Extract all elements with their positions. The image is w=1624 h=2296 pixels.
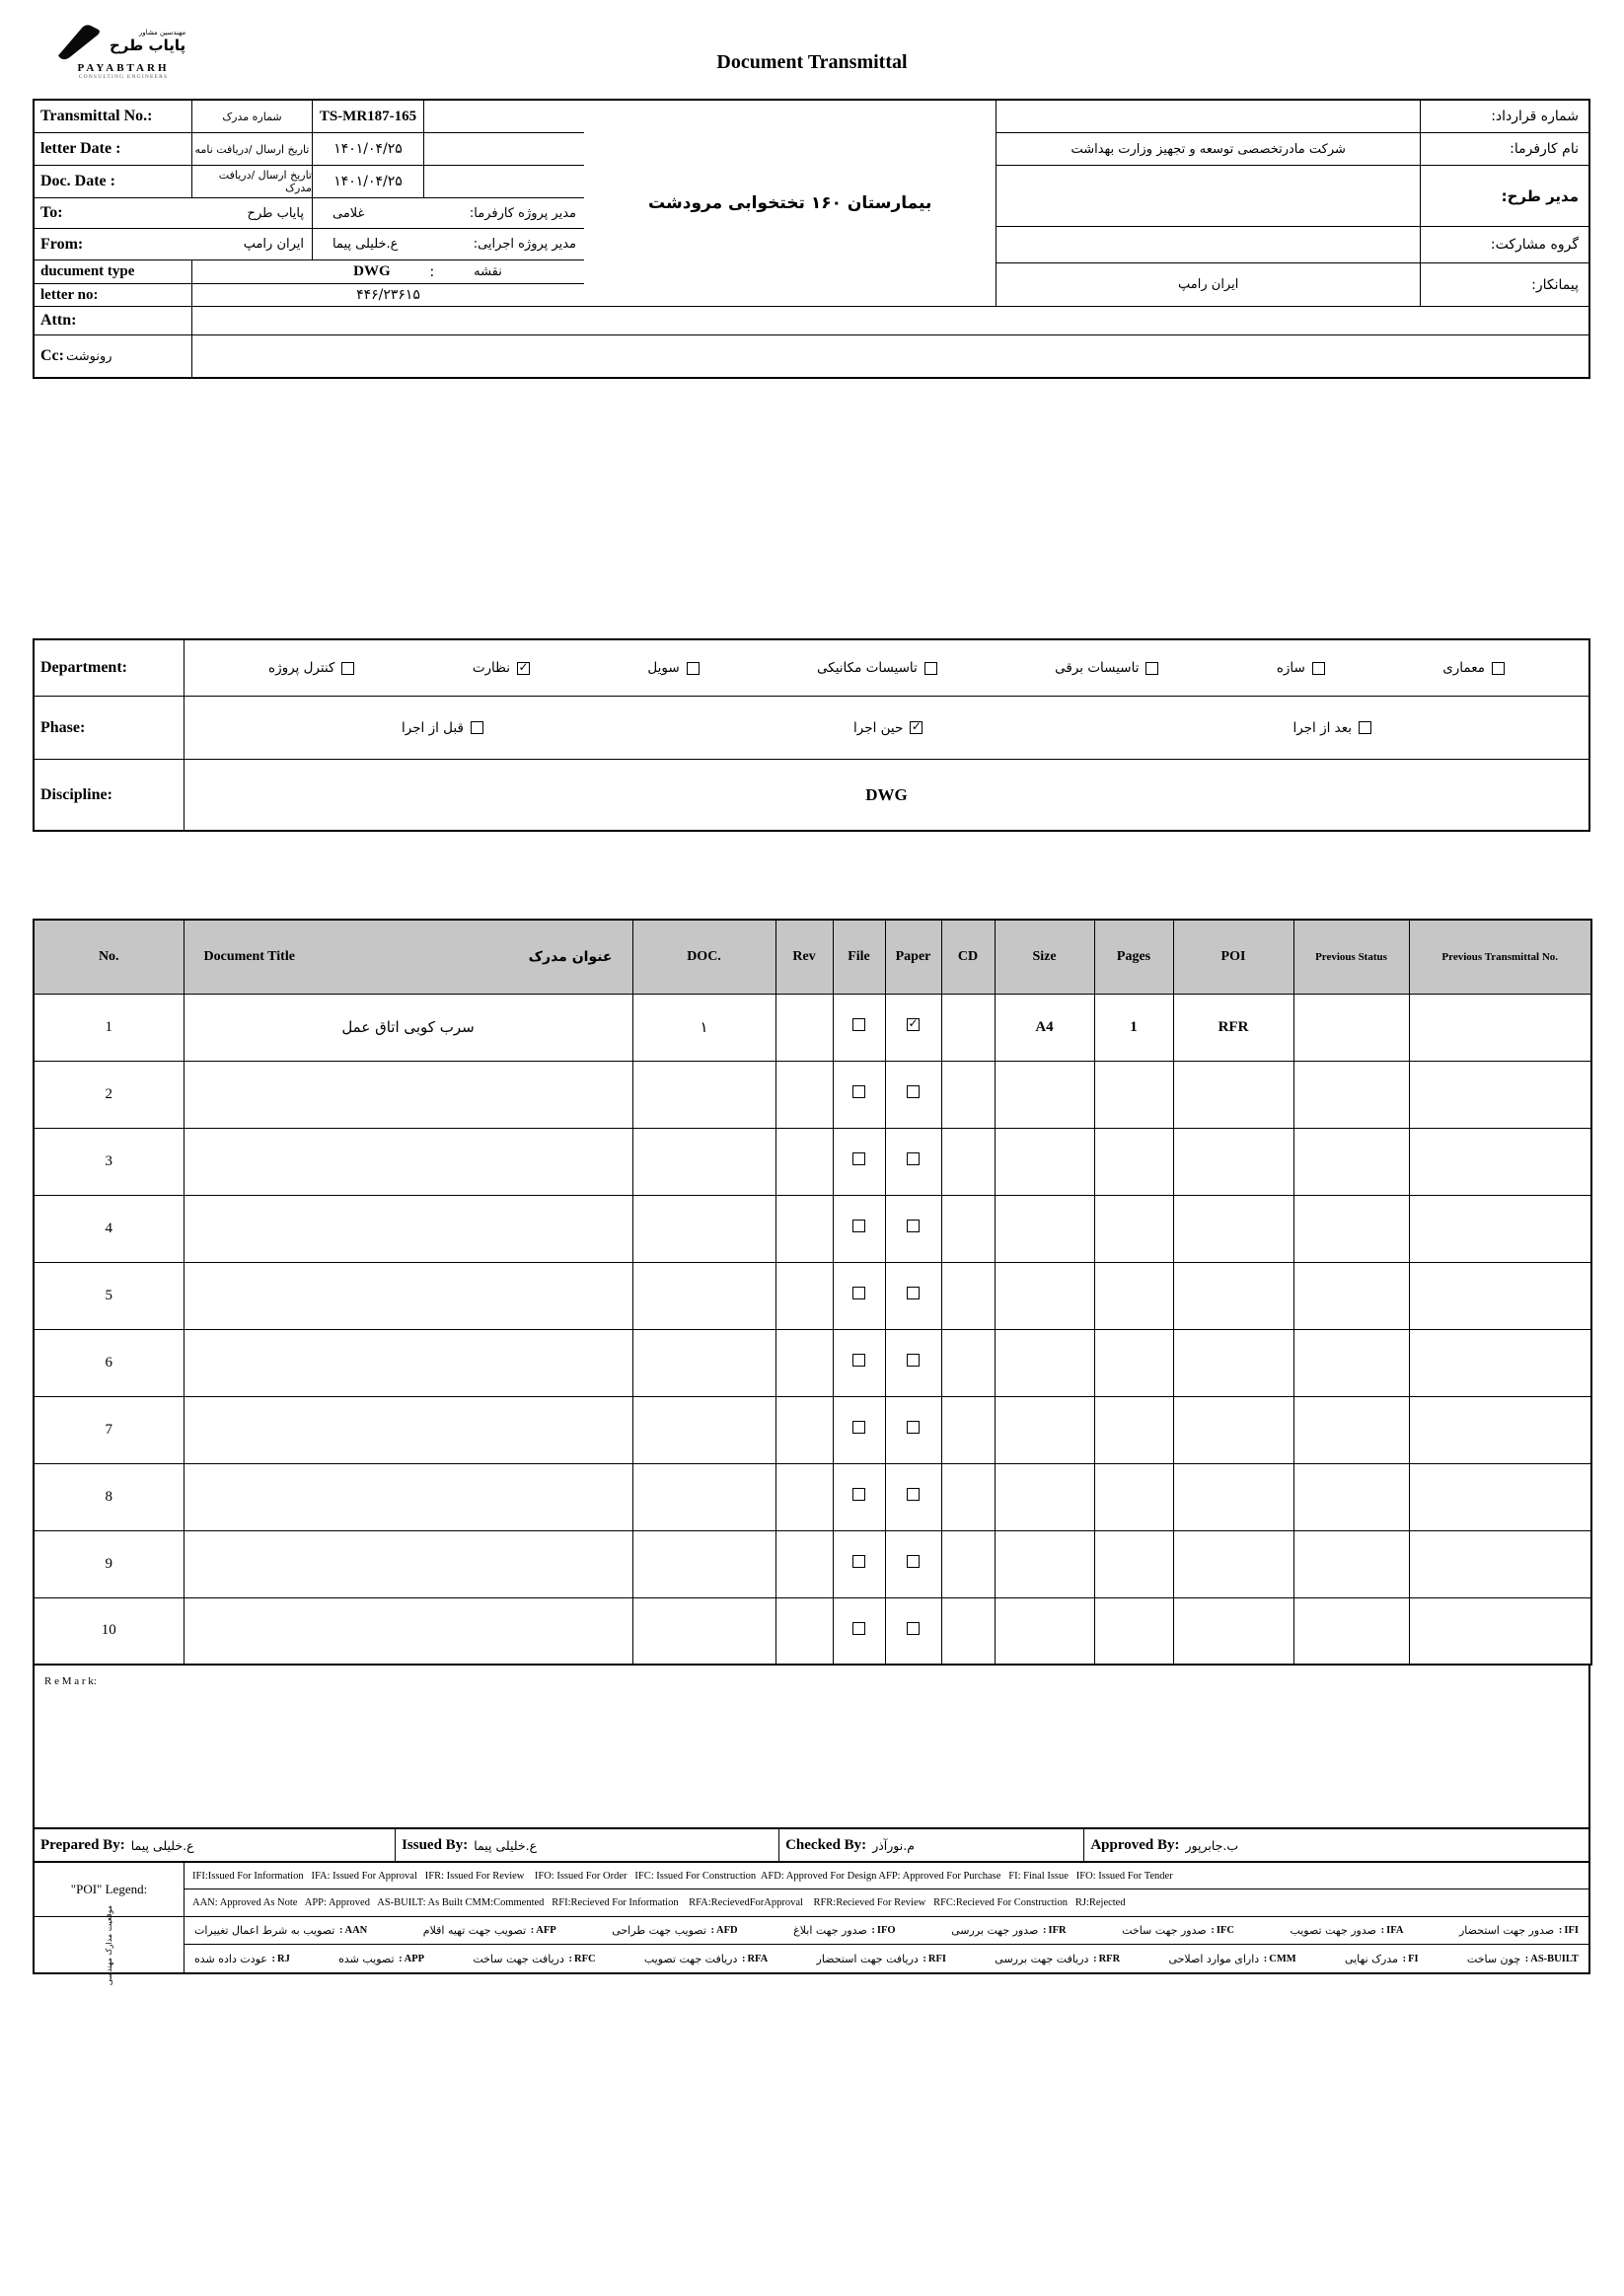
file-cell (833, 1396, 885, 1463)
poi-cell (1173, 1128, 1293, 1195)
previous-transmittal-cell (1409, 1195, 1591, 1262)
row-number: 7 (34, 1396, 184, 1463)
department-option (268, 660, 354, 676)
file-checkbox[interactable] (852, 1555, 865, 1568)
file-checkbox[interactable] (852, 1622, 865, 1635)
paper-checkbox[interactable] (907, 1421, 920, 1434)
file-checkbox[interactable] (852, 1421, 865, 1434)
row-number: 4 (34, 1195, 184, 1262)
size-cell (995, 1597, 1094, 1665)
file-cell (833, 1597, 885, 1665)
pages-cell (1094, 1329, 1173, 1396)
legend-item: دریافت جهت استحضار : RFI (816, 1952, 947, 1965)
previous-status-cell (1293, 1195, 1409, 1262)
col-header-title-en: Document Title (203, 948, 295, 964)
cd-cell (941, 1195, 995, 1262)
col-header-file: File (833, 920, 885, 994)
previous-transmittal-cell (1409, 1128, 1591, 1195)
file-cell (833, 1128, 885, 1195)
signature-cell (35, 1829, 396, 1861)
logo-subtitle: CONSULTING ENGINEERS (78, 74, 169, 80)
paper-cell (885, 1530, 941, 1597)
phase-checkbox[interactable] (1359, 721, 1371, 734)
rev-cell (775, 994, 833, 1061)
department-checkbox[interactable] (1492, 662, 1505, 675)
table-row (34, 1597, 1591, 1665)
poi-cell: RFR (1173, 994, 1293, 1061)
document-type-value-en: DWG (353, 263, 391, 279)
pages-cell (1094, 1530, 1173, 1597)
row-number: 10 (34, 1597, 184, 1665)
signature-label: Approved By: (1090, 1836, 1180, 1853)
rev-cell (775, 1061, 833, 1128)
paper-cell (885, 1061, 941, 1128)
paper-checkbox[interactable] (907, 1085, 920, 1098)
paper-cell (885, 1597, 941, 1665)
paper-cell (885, 1195, 941, 1262)
poi-cell (1173, 1061, 1293, 1128)
row-number: 2 (34, 1061, 184, 1128)
contractor-label: پیمانکار: (1531, 276, 1579, 293)
department-option (817, 660, 937, 676)
cd-cell (941, 1061, 995, 1128)
paper-checkbox[interactable] (907, 1287, 920, 1299)
department-option-label: تاسیسات برقی (1055, 660, 1140, 676)
file-cell (833, 1463, 885, 1530)
legend-item: تصویب به شرط اعمال تغییرات : AAN (194, 1924, 368, 1937)
poi-cell (1173, 1329, 1293, 1396)
department-option (647, 660, 699, 676)
file-checkbox[interactable] (852, 1018, 865, 1031)
phase-checkbox[interactable] (910, 721, 923, 734)
file-checkbox[interactable] (852, 1085, 865, 1098)
department-checkbox[interactable] (687, 662, 700, 675)
col-header-cd: CD (941, 920, 995, 994)
size-cell (995, 1329, 1094, 1396)
paper-checkbox[interactable] (907, 1152, 920, 1165)
size-cell: A4 (995, 994, 1094, 1061)
logo-brand-fa: پایاب طرح (110, 37, 186, 54)
legend-item: دارای موارد اصلاحی : CMM (1168, 1952, 1296, 1965)
doc-date-value: ۱۴۰۱/۰۴/۲۵ (333, 174, 403, 189)
document-list-table (33, 919, 1592, 1666)
department-checkbox[interactable] (924, 662, 937, 675)
legend-item: صدور جهت تصویب : IFA (1290, 1924, 1404, 1937)
previous-transmittal-cell (1409, 1396, 1591, 1463)
table-row (34, 1530, 1591, 1597)
col-header-poi: POI (1173, 920, 1293, 994)
discipline-value: DWG (865, 784, 908, 804)
to-label: To: (40, 204, 63, 221)
rev-cell (775, 1128, 833, 1195)
col-header-pages: Pages (1094, 920, 1173, 994)
table-row (34, 1396, 1591, 1463)
legend-item: صدور جهت ساخت : IFC (1122, 1924, 1234, 1937)
cc-value-field (192, 335, 1588, 377)
poi-cell (1173, 1262, 1293, 1329)
previous-status-cell (1293, 1396, 1409, 1463)
design-manager-label: مدیر طرح: (1501, 186, 1579, 205)
row-number: 9 (34, 1530, 184, 1597)
phase-option-label: حین اجرا (853, 719, 904, 736)
discipline-label: Discipline: (40, 785, 112, 803)
document-type-value-fa: نقشه (474, 264, 502, 279)
from-label: From: (40, 235, 84, 253)
previous-transmittal-cell (1409, 1061, 1591, 1128)
logo-tagline: مهندسین مشاور (138, 29, 186, 37)
paper-cell (885, 1128, 941, 1195)
cd-cell (941, 1396, 995, 1463)
page-title: Document Transmittal (716, 51, 908, 73)
legend-item: چون ساخت : AS-BUILT (1466, 1952, 1579, 1965)
previous-status-cell (1293, 1597, 1409, 1665)
client-pm-value: غلامی (332, 205, 365, 221)
size-cell (995, 1463, 1094, 1530)
file-cell (833, 1530, 885, 1597)
table-row (34, 1463, 1591, 1530)
pages-cell (1094, 1128, 1173, 1195)
table-row (34, 994, 1591, 1061)
col-header-title-fa: عنوان مدرک (528, 948, 613, 965)
legend-item: تصویب شده : APP (338, 1952, 425, 1965)
paper-cell (885, 1396, 941, 1463)
department-option-label: سازه (1276, 660, 1305, 676)
attn-value-field (192, 307, 1588, 334)
department-option-label: تاسیسات مکانیکی (817, 660, 918, 676)
department-option-label: معماری (1442, 660, 1485, 676)
client-name-value: شرکت مادرتخصصی توسعه و تجهیز وزارت بهداشت (1070, 141, 1346, 157)
transmittal-no-label-fa: شماره مدرک (222, 110, 282, 123)
file-checkbox[interactable] (852, 1220, 865, 1232)
client-pm-label: مدیر پروژه کارفرما: (469, 205, 576, 221)
pages-cell (1094, 1061, 1173, 1128)
remark-label: R e M a r k: (44, 1675, 97, 1687)
poi-cell (1173, 1597, 1293, 1665)
department-option (1442, 660, 1505, 676)
phase-option-label: قبل از اجرا (402, 719, 464, 736)
previous-transmittal-cell (1409, 1530, 1591, 1597)
pages-cell (1094, 1195, 1173, 1262)
col-header-previous-status: Previous Status (1293, 920, 1409, 994)
col-header-title (184, 920, 632, 994)
previous-transmittal-cell (1409, 1463, 1591, 1530)
signature-label: Issued By: (402, 1836, 469, 1853)
attn-label: Attn: (40, 312, 77, 329)
previous-transmittal-cell (1409, 1329, 1591, 1396)
legend-item: دریافت جهت بررسی : RFR (995, 1952, 1121, 1965)
signature-value: ع.خلیلی پیما (474, 1837, 538, 1853)
cd-cell (941, 1530, 995, 1597)
document-type-colon: : (429, 262, 435, 280)
legend-row-fa-1 (185, 1917, 1588, 1945)
department-option-label: نظارت (472, 660, 510, 676)
file-cell (833, 994, 885, 1061)
contract-no-label: شماره قرارداد: (1491, 109, 1579, 124)
row-number: 6 (34, 1329, 184, 1396)
table-row (34, 1061, 1591, 1128)
cd-cell (941, 1463, 995, 1530)
phase-options (185, 697, 1588, 759)
project-name-cell (584, 101, 997, 306)
poi-cell (1173, 1195, 1293, 1262)
department-option (1277, 660, 1325, 676)
file-cell (833, 1061, 885, 1128)
cd-cell (941, 1329, 995, 1396)
signature-row (33, 1827, 1590, 1863)
previous-transmittal-cell (1409, 1597, 1591, 1665)
col-header-rev: Rev (775, 920, 833, 994)
poi-legend-label: "POI" Legend: (70, 1882, 148, 1896)
rev-cell (775, 1329, 833, 1396)
size-cell (995, 1061, 1094, 1128)
row-number: 5 (34, 1262, 184, 1329)
signature-cell (396, 1829, 779, 1861)
previous-status-cell (1293, 994, 1409, 1061)
transmittal-info-table (33, 99, 1590, 379)
legend-item: عودت داده شده : RJ (194, 1952, 290, 1965)
pages-cell (1094, 1396, 1173, 1463)
letter-no-value: ۴۴۶/۲۳۶۱۵ (356, 287, 420, 303)
legend-item: دریافت جهت ساخت : RFC (473, 1952, 596, 1965)
doc-date-label-fa: تاریخ ارسال /دریافت مدرک (218, 169, 312, 194)
col-header-doc: DOC. (632, 920, 775, 994)
signature-cell (1084, 1829, 1588, 1861)
legend-vertical-label: موقعیت مدارک مهندسی (105, 1904, 113, 1985)
paper-cell (885, 994, 941, 1061)
logo-brand-en: PAYABTARH (77, 62, 170, 74)
phase-option (402, 720, 483, 736)
table-row (34, 1329, 1591, 1396)
poi-cell (1173, 1530, 1293, 1597)
document-title: سرب کوبی اتاق عمل (341, 1017, 475, 1036)
file-cell (833, 1262, 885, 1329)
rev-cell (775, 1195, 833, 1262)
table-row (34, 1195, 1591, 1262)
rev-cell (775, 1597, 833, 1665)
legend-item: صدور جهت بررسی : IFR (951, 1924, 1067, 1937)
size-cell (995, 1262, 1094, 1329)
legend-item: مدرک نهایی : FI (1344, 1952, 1419, 1965)
legend-item: صدور جهت استحضار : IFI (1458, 1924, 1579, 1937)
file-cell (833, 1329, 885, 1396)
pages-cell (1094, 1597, 1173, 1665)
signature-value: م.نورآذر (872, 1837, 915, 1853)
doc-date-label: Doc. Date : (40, 173, 115, 189)
previous-status-cell (1293, 1262, 1409, 1329)
transmittal-no-label: Transmittal No.: (40, 108, 153, 124)
rev-cell (775, 1530, 833, 1597)
size-cell (995, 1195, 1094, 1262)
previous-status-cell (1293, 1329, 1409, 1396)
phase-checkbox[interactable] (471, 721, 483, 734)
previous-transmittal-cell (1409, 994, 1591, 1061)
phase-option (853, 720, 923, 736)
classification-table (33, 638, 1590, 832)
department-checkbox[interactable] (1312, 662, 1325, 675)
file-checkbox[interactable] (852, 1152, 865, 1165)
letter-no-label: letter no: (40, 286, 99, 303)
signature-value: ع.خلیلی پیما (130, 1837, 194, 1853)
col-header-size: Size (995, 920, 1094, 994)
department-option-label: سویل (647, 660, 680, 676)
letter-date-label-fa: تاریخ ارسال /دریافت نامه (194, 142, 310, 156)
size-cell (995, 1530, 1094, 1597)
department-options (185, 640, 1588, 696)
paper-checkbox[interactable] (907, 1622, 920, 1635)
phase-option-label: بعد از اجرا (1292, 719, 1352, 736)
paper-checkbox[interactable] (907, 1220, 920, 1232)
legend-row-en-2: AAN: Approved As Note APP: Approved AS-BUILT: As Built CMM:Commented RFI:Recieved For Information RFA:RecievedForApproval RFR:Recieved For Review RFC:Recieved For Construction RJ:Rejected (192, 1897, 1126, 1908)
row-number: 8 (34, 1463, 184, 1530)
signature-cell (779, 1829, 1084, 1861)
paper-checkbox[interactable] (907, 1488, 920, 1501)
rev-cell (775, 1262, 833, 1329)
page-header (0, 0, 1624, 99)
department-label: Department: (40, 659, 127, 676)
col-header-paper: Paper (885, 920, 941, 994)
cd-cell (941, 994, 995, 1061)
to-value: پایاب طرح (247, 205, 304, 221)
pages-cell: 1 (1094, 994, 1173, 1061)
paper-checkbox[interactable] (907, 1018, 920, 1031)
cd-cell (941, 1597, 995, 1665)
department-option (1055, 660, 1158, 676)
letter-date-value: ۱۴۰۱/۰۴/۲۵ (333, 141, 403, 157)
previous-transmittal-cell (1409, 1262, 1591, 1329)
signature-label: Prepared By: (40, 1836, 125, 1853)
cc-label-fa: رونوشت (65, 348, 112, 364)
paper-cell (885, 1262, 941, 1329)
doc-number: ۱ (700, 1017, 708, 1036)
department-option-label: کنترل پروژه (268, 660, 335, 676)
file-checkbox[interactable] (852, 1354, 865, 1367)
department-checkbox[interactable] (1145, 662, 1158, 675)
col-header-previous-transmittal: Previous Transmittal No. (1409, 920, 1591, 994)
pages-cell (1094, 1463, 1173, 1530)
document-type-label: ducument type (40, 263, 135, 279)
legend-row-fa-2 (185, 1945, 1588, 1972)
phase-option (1292, 720, 1371, 736)
pages-cell (1094, 1262, 1173, 1329)
document-list-section (33, 919, 1590, 1985)
cc-label: Cc: (40, 347, 64, 364)
transmittal-no-value: TS-MR187-165 (319, 108, 417, 124)
poi-cell (1173, 1396, 1293, 1463)
legend-item: صدور جهت ابلاغ : IFO (793, 1924, 896, 1937)
contractor-value: ایران رامپ (1178, 277, 1239, 292)
file-cell (833, 1195, 885, 1262)
department-checkbox[interactable] (517, 662, 530, 675)
size-cell (995, 1396, 1094, 1463)
poi-legend (33, 1861, 1590, 1985)
size-cell (995, 1128, 1094, 1195)
cd-cell (941, 1128, 995, 1195)
legend-item: تصویب جهت طراحی : AFD (612, 1924, 738, 1937)
col-header-no: No. (34, 920, 184, 994)
table-row (34, 1262, 1591, 1329)
department-checkbox[interactable] (341, 662, 354, 675)
table-header-row (34, 920, 1591, 994)
department-option (473, 660, 530, 676)
cd-cell (941, 1262, 995, 1329)
previous-status-cell (1293, 1061, 1409, 1128)
project-name: بیمارستان ۱۶۰ تختخوابی مرودشت (648, 193, 932, 213)
row-number: 1 (34, 994, 184, 1061)
partnership-group-label: گروه مشارکت: (1490, 237, 1579, 253)
previous-status-cell (1293, 1463, 1409, 1530)
paper-checkbox[interactable] (907, 1354, 920, 1367)
signature-label: Checked By: (785, 1836, 867, 1853)
rev-cell (775, 1463, 833, 1530)
exec-pm-label: مدیر پروژه اجرایی: (473, 237, 576, 252)
exec-pm-value: ع.خلیلی پیما (332, 237, 399, 252)
poi-cell (1173, 1463, 1293, 1530)
client-name-label: نام کارفرما: (1510, 141, 1579, 157)
rev-cell (775, 1396, 833, 1463)
phase-label: Phase: (40, 718, 86, 736)
file-checkbox[interactable] (852, 1287, 865, 1299)
remark-area (33, 1664, 1590, 1829)
previous-status-cell (1293, 1530, 1409, 1597)
from-value: ایران رامپ (243, 237, 304, 252)
signature-value: ب.جابرپور (1185, 1837, 1239, 1853)
legend-row-en-1: IFI:Issued For Information IFA: Issued For Approval IFR: Issued For Review IFO: Issued For Order IFC: Issued For Construction AFD: Approved For Design AFP: Approved For Purchase FI: Final Issue IFO: Issued For Tender (185, 1863, 1588, 1889)
paper-checkbox[interactable] (907, 1555, 920, 1568)
legend-item: تصویب جهت تهیه اقلام : AFP (422, 1924, 556, 1937)
previous-status-cell (1293, 1128, 1409, 1195)
paper-cell (885, 1329, 941, 1396)
row-number: 3 (34, 1128, 184, 1195)
table-row (34, 1128, 1591, 1195)
legend-item: دریافت جهت تصویب : RFA (643, 1952, 769, 1965)
paper-cell (885, 1463, 941, 1530)
file-checkbox[interactable] (852, 1488, 865, 1501)
letter-date-label: letter Date : (40, 140, 121, 157)
